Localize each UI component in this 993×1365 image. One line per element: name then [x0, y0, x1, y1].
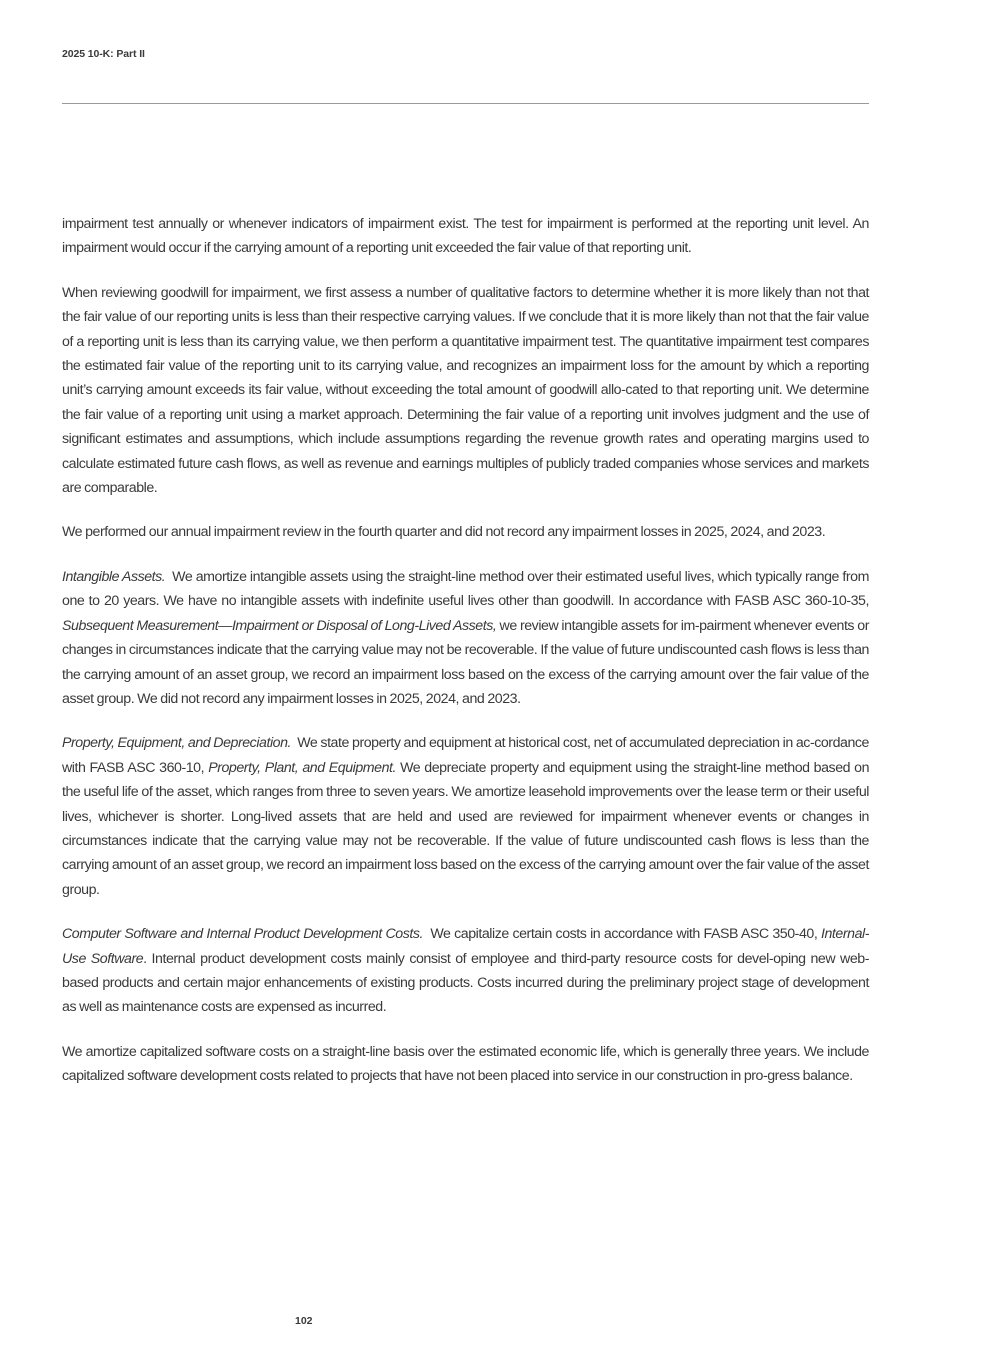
paragraph-text: . Internal product development costs mainly consist of employee and third-party resource costs for devel-oping new web-based products and certain major enhancements of existing products. Costs incurred during the preliminary project stage of development as well as maintenance costs are expensed as incurred.	[62, 950, 869, 1016]
paragraph-text: We performed our annual impairment review in the fourth quarter and did not record any impairment losses in 2025, 2024, and 2023.	[62, 524, 826, 541]
page-number: 102	[295, 1315, 313, 1327]
paragraph-text: When reviewing goodwill for impairment, we first assess a number of qualitative factors to determine whether it is more likely than not that the fair value of our reporting units is less than their respective carrying values. If we conclude that it is more likely than not that the fair value of a reporting unit is less than its carrying value, we then perform a quantitative impairment test. The quantitative impairment test compares the estimated fair value of the reporting unit to its carrying value, and recognizes an impairment loss for the amount by which a reporting unit’s carrying amount exceeds its fair value, without exceeding the total amount of goodwill allo-cated to that reporting unit. We determine the fair value of a reporting unit using a market approach. Determining the fair value of a reporting unit involves judgment and the use of significant estimates and assumptions, which include assumptions regarding the revenue growth rates and operating margins used to calculate estimated future cash flows, as well as revenue and earnings multiples of publicly traded companies whose services and markets are comparable.	[62, 284, 869, 497]
paragraph-text: We capitalize certain costs in accordance with FASB ASC 350-40,	[430, 926, 818, 943]
paragraph-text: We state property and equipment at historical cost, net of accumulated depreciation in ac-cordance with FASB ASC 360-10,	[62, 735, 869, 776]
paragraph-text: We depreciate property and equipment using the straight-line method based on the useful life of the asset, which ranges from three to seven years. We amortize leasehold improvements over the lease term or their useful lives, whichever is shorter. Long-lived assets that are held and used are reviewed for impairment whenever events or changes in circumstances indicate that the carrying value may not be recoverable. If the value of future undiscounted cash flows is less than the carrying amount of an asset group, we record an impairment loss based on the excess of the carrying amount over the fair value of the asset group.	[62, 759, 870, 898]
paragraph-intangible-assets	[62, 565, 869, 711]
document-body	[62, 212, 869, 1106]
standard-reference: Property, Plant, and Equipment.	[208, 759, 397, 776]
standard-reference: Internal-Use Software	[62, 926, 869, 967]
paragraph-goodwill-test	[62, 212, 869, 261]
paragraph-text: we review intangible assets for im-pairment whenever events or changes in circumstances indicate that the carrying value may not be recoverable. If the value of future undiscounted cash flows is less than the carrying amount of an asset group, we record an impairment loss based on the excess of the carrying amount over the fair value of the asset group. We did not record any impairment losses in 2025, 2024, and 2023.	[62, 617, 869, 707]
paragraph-property-equipment	[62, 731, 869, 902]
paragraph-text: impairment test annually or whenever indicators of impairment exist. The test for impairment is performed at the reporting unit level. An impairment would occur if the carrying amount of a reporting unit exceeded the fair value of that reporting unit.	[62, 216, 869, 257]
section-heading-property-equipment: Property, Equipment, and Depreciation.	[62, 735, 292, 752]
header-divider	[62, 103, 869, 104]
section-heading-software-costs: Computer Software and Internal Product Development Costs.	[62, 926, 424, 943]
standard-reference: Subsequent Measurement—Impairment or Disposal of Long-Lived Assets,	[62, 617, 497, 634]
paragraph-software-amortization	[62, 1040, 869, 1089]
paragraph-goodwill-review	[62, 281, 869, 501]
paragraph-text: We amortize capitalized software costs on a straight-line basis over the estimated economic life, which is generally three years. We include capitalized software development costs related to projects that have not been placed into service in our construction in pro-gress balance.	[62, 1043, 869, 1085]
paragraph-text: We amortize intangible assets using the straight-line method over their estimated useful lives, which typically range from one to 20 years. We have no intangible assets with indefinite useful lives other than goodwill. In accordance with FASB ASC 360-10-35,	[62, 568, 869, 610]
section-heading-intangible-assets: Intangible Assets.	[62, 568, 166, 585]
paragraph-software-costs	[62, 922, 869, 1020]
running-header: 2025 10-K: Part II	[62, 48, 145, 60]
paragraph-annual-review	[62, 520, 869, 544]
